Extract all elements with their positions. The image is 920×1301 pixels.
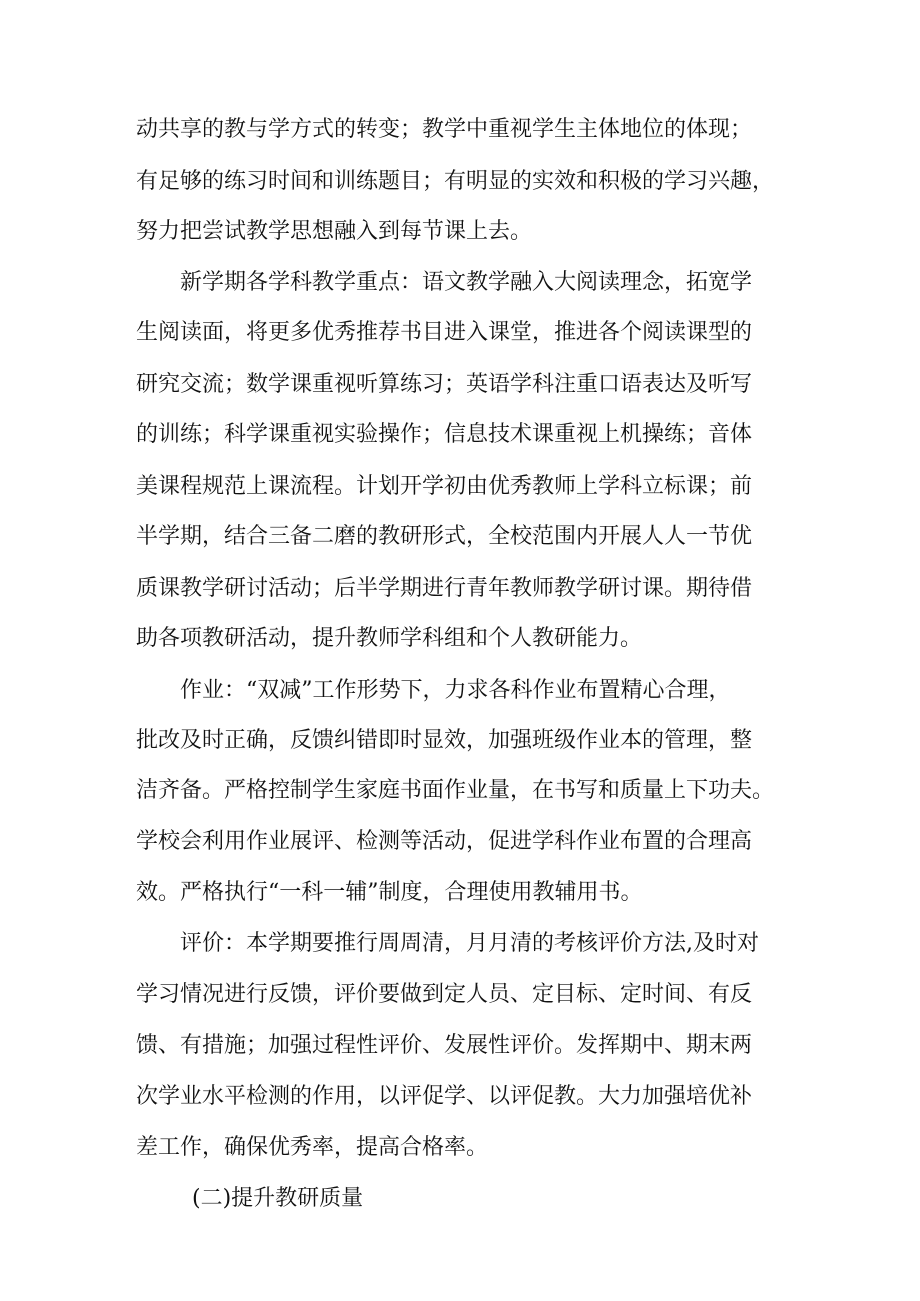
- paragraph-4-line-5: 差工作，确保优秀率，提高合格率。: [136, 1135, 489, 1160]
- paragraph-1-line-2: 有足够的练习时间和训练题目；有明显的实效和积极的学习兴趣，: [136, 169, 775, 194]
- paragraph-1-line-3: 努力把尝试教学思想融入到每节课上去。: [136, 219, 533, 244]
- paragraph-3-line-3: 洁齐备。严格控制学生家庭书面作业量，在书写和质量上下功夫。: [136, 778, 775, 803]
- paragraph-2-line-6: 半学期，结合三备二磨的教研形式，全校范围内开展人人一节优: [136, 524, 753, 549]
- paragraph-3-line-4: 学校会利用作业展评、检测等活动，促进学科作业布置的合理高: [136, 829, 753, 854]
- paragraph-2-line-4: 的训练；科学课重视实验操作；信息技术课重视上机操练；音体: [136, 422, 753, 447]
- paragraph-2-line-7: 质课教学研讨活动；后半学期进行青年教师教学研讨课。期待借: [136, 576, 753, 601]
- paragraph-3-line-5: 效。严格执行“一科一辅”制度，合理使用教辅用书。: [136, 880, 643, 905]
- paragraph-4-line-4: 次学业水平检测的作用，以评促学、以评促教。大力加强培优补: [136, 1084, 753, 1109]
- paragraph-2-line-8: 助各项教研活动，提升教师学科组和个人教研能力。: [136, 626, 643, 651]
- paragraph-4-line-1: 评价：本学期要推行周周清，月月清的考核评价方法,及时对: [180, 931, 759, 956]
- paragraph-1-line-1: 动共享的教与学方式的转变；教学中重视学生主体地位的体现；: [136, 117, 753, 142]
- section-heading: (二)提升教研质量: [192, 1186, 364, 1211]
- paragraph-2-line-1: 新学期各学科教学重点：语文教学融入大阅读理念，拓宽学: [180, 270, 753, 295]
- paragraph-2-line-3: 研究交流；数学课重视听算练习；英语学科注重口语表达及听写: [136, 372, 753, 397]
- paragraph-4-line-2: 学习情况进行反馈，评价要做到定人员、定目标、定时间、有反: [136, 982, 753, 1007]
- paragraph-4-line-3: 馈、有措施；加强过程性评价、发展性评价。发挥期中、期末两: [136, 1033, 753, 1058]
- paragraph-3-line-2: 批改及时正确，反馈纠错即时显效，加强班级作业本的管理，整: [136, 728, 753, 753]
- paragraph-2-line-5: 美课程规范上课流程。计划开学初由优秀教师上学科立标课；前: [136, 474, 753, 499]
- paragraph-3-line-1: 作业：“双减”工作形势下，力求各科作业布置精心合理，: [180, 678, 731, 703]
- paragraph-2-line-2: 生阅读面，将更多优秀推荐书目进入课堂，推进各个阅读课型的: [136, 320, 753, 345]
